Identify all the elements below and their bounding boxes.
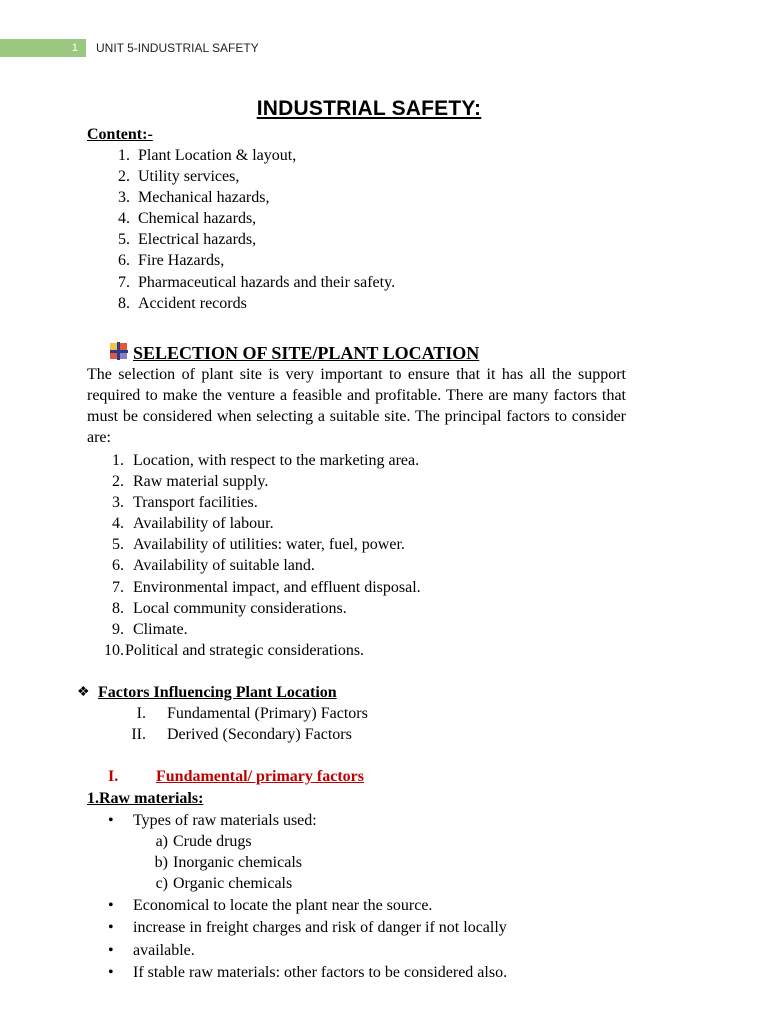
bullet-dot: • — [108, 812, 114, 829]
list-item-text: Climate. — [133, 620, 188, 638]
list-item-text: Electrical hazards, — [138, 231, 257, 249]
list-item-number: 7. — [112, 578, 124, 596]
fundamental-heading-text: Fundamental/ primary factors — [156, 768, 364, 785]
list-item-number: a) — [155, 833, 168, 850]
bullet-dot: • — [108, 919, 114, 936]
list-item-text: Local community considerations. — [133, 599, 347, 617]
list-item-text: Organic chemicals — [173, 875, 293, 893]
flag-cross-icon — [110, 342, 128, 360]
list-item-number: II. — [131, 726, 146, 744]
list-item-number: 6. — [118, 252, 130, 270]
page-header — [0, 39, 768, 57]
list-item-number: 4. — [112, 515, 124, 533]
list-item-number: 2. — [118, 168, 130, 186]
list-item-number: 2. — [112, 473, 124, 491]
list-item-text: Crude drugs — [173, 833, 252, 850]
list-item-number: b) — [154, 854, 168, 872]
bullet-text: available. — [133, 942, 195, 959]
fundamental-heading-number: I. — [108, 768, 119, 785]
list-item-text: Fundamental (Primary) Factors — [167, 705, 368, 722]
bullet-text: If stable raw materials: other factors to be considered also. — [133, 964, 508, 981]
list-item-text: Utility services, — [138, 168, 240, 186]
list-item-number: I. — [136, 705, 146, 722]
list-item-number: 1. — [118, 147, 130, 164]
site-paragraph: The selection of plant site is very important to ensure that it has all the support required to make the venture a feasible and profitable. There are many factors that must be considered when selecting a suitable site. The principal factors to consider are: — [87, 366, 626, 446]
list-item-number: 1. — [112, 452, 124, 469]
list-item-number: 3. — [112, 494, 124, 512]
list-item-number: c) — [155, 875, 168, 893]
bullet-dot: • — [108, 942, 114, 959]
list-item-number: 5. — [118, 231, 130, 249]
factors-heading-text: Factors Influencing Plant Location — [98, 684, 337, 701]
list-item-text: Inorganic chemicals — [173, 854, 302, 872]
list-item-text: Mechanical hazards, — [138, 189, 270, 207]
list-item-text: Pharmaceutical hazards and their safety. — [138, 273, 396, 291]
list-item-text: Derived (Secondary) Factors — [167, 726, 352, 744]
list-item-text: Availability of utilities: water, fuel, power. — [133, 536, 405, 554]
page-number: 1 — [0, 39, 86, 57]
list-item-text: Accident records — [138, 294, 247, 312]
list-item-number: 8. — [112, 599, 124, 617]
bullet-text: Types of raw materials used: — [133, 812, 317, 829]
list-item-text: Location, with respect to the marketing area. — [133, 452, 420, 469]
list-item-text: Chemical hazards, — [138, 210, 257, 228]
bullet-text: increase in freight charges and risk of danger if not locally — [133, 919, 507, 936]
content-label: Content:- — [87, 126, 153, 143]
list-item-text: Raw material supply. — [133, 473, 269, 491]
document-title: INDUSTRIAL SAFETY: — [256, 97, 482, 120]
list-item-number: 8. — [118, 294, 130, 312]
list-item-text: Environmental impact, and effluent disposal. — [133, 578, 421, 596]
list-item-text: Availability of suitable land. — [133, 557, 315, 575]
list-item-text: Political and strategic considerations. — [125, 641, 365, 659]
site-heading-text: SELECTION OF SITE/PLANT LOCATION — [133, 343, 480, 363]
list-item-number: 3. — [118, 189, 130, 207]
list-item-number: 6. — [112, 557, 124, 575]
list-item-text: Transport facilities. — [133, 494, 258, 512]
list-item-text: Fire Hazards, — [138, 252, 225, 270]
list-item-number: 10. — [104, 641, 124, 659]
raw-materials-heading: 1.Raw materials: — [87, 790, 204, 807]
diamond-bullet-icon: ❖ — [77, 685, 90, 700]
list-item-text: Plant Location & layout, — [138, 147, 297, 164]
bullet-dot: • — [108, 964, 114, 981]
list-item-number: 9. — [112, 620, 124, 638]
list-item-number: 4. — [118, 210, 130, 228]
list-item-text: Availability of labour. — [133, 515, 274, 533]
list-item-number: 7. — [118, 273, 130, 291]
bullet-dot: • — [108, 897, 114, 914]
header-title: UNIT 5-INDUSTRIAL SAFETY — [96, 41, 259, 55]
list-item-number: 5. — [112, 536, 124, 554]
bullet-text: Economical to locate the plant near the source. — [133, 897, 433, 914]
